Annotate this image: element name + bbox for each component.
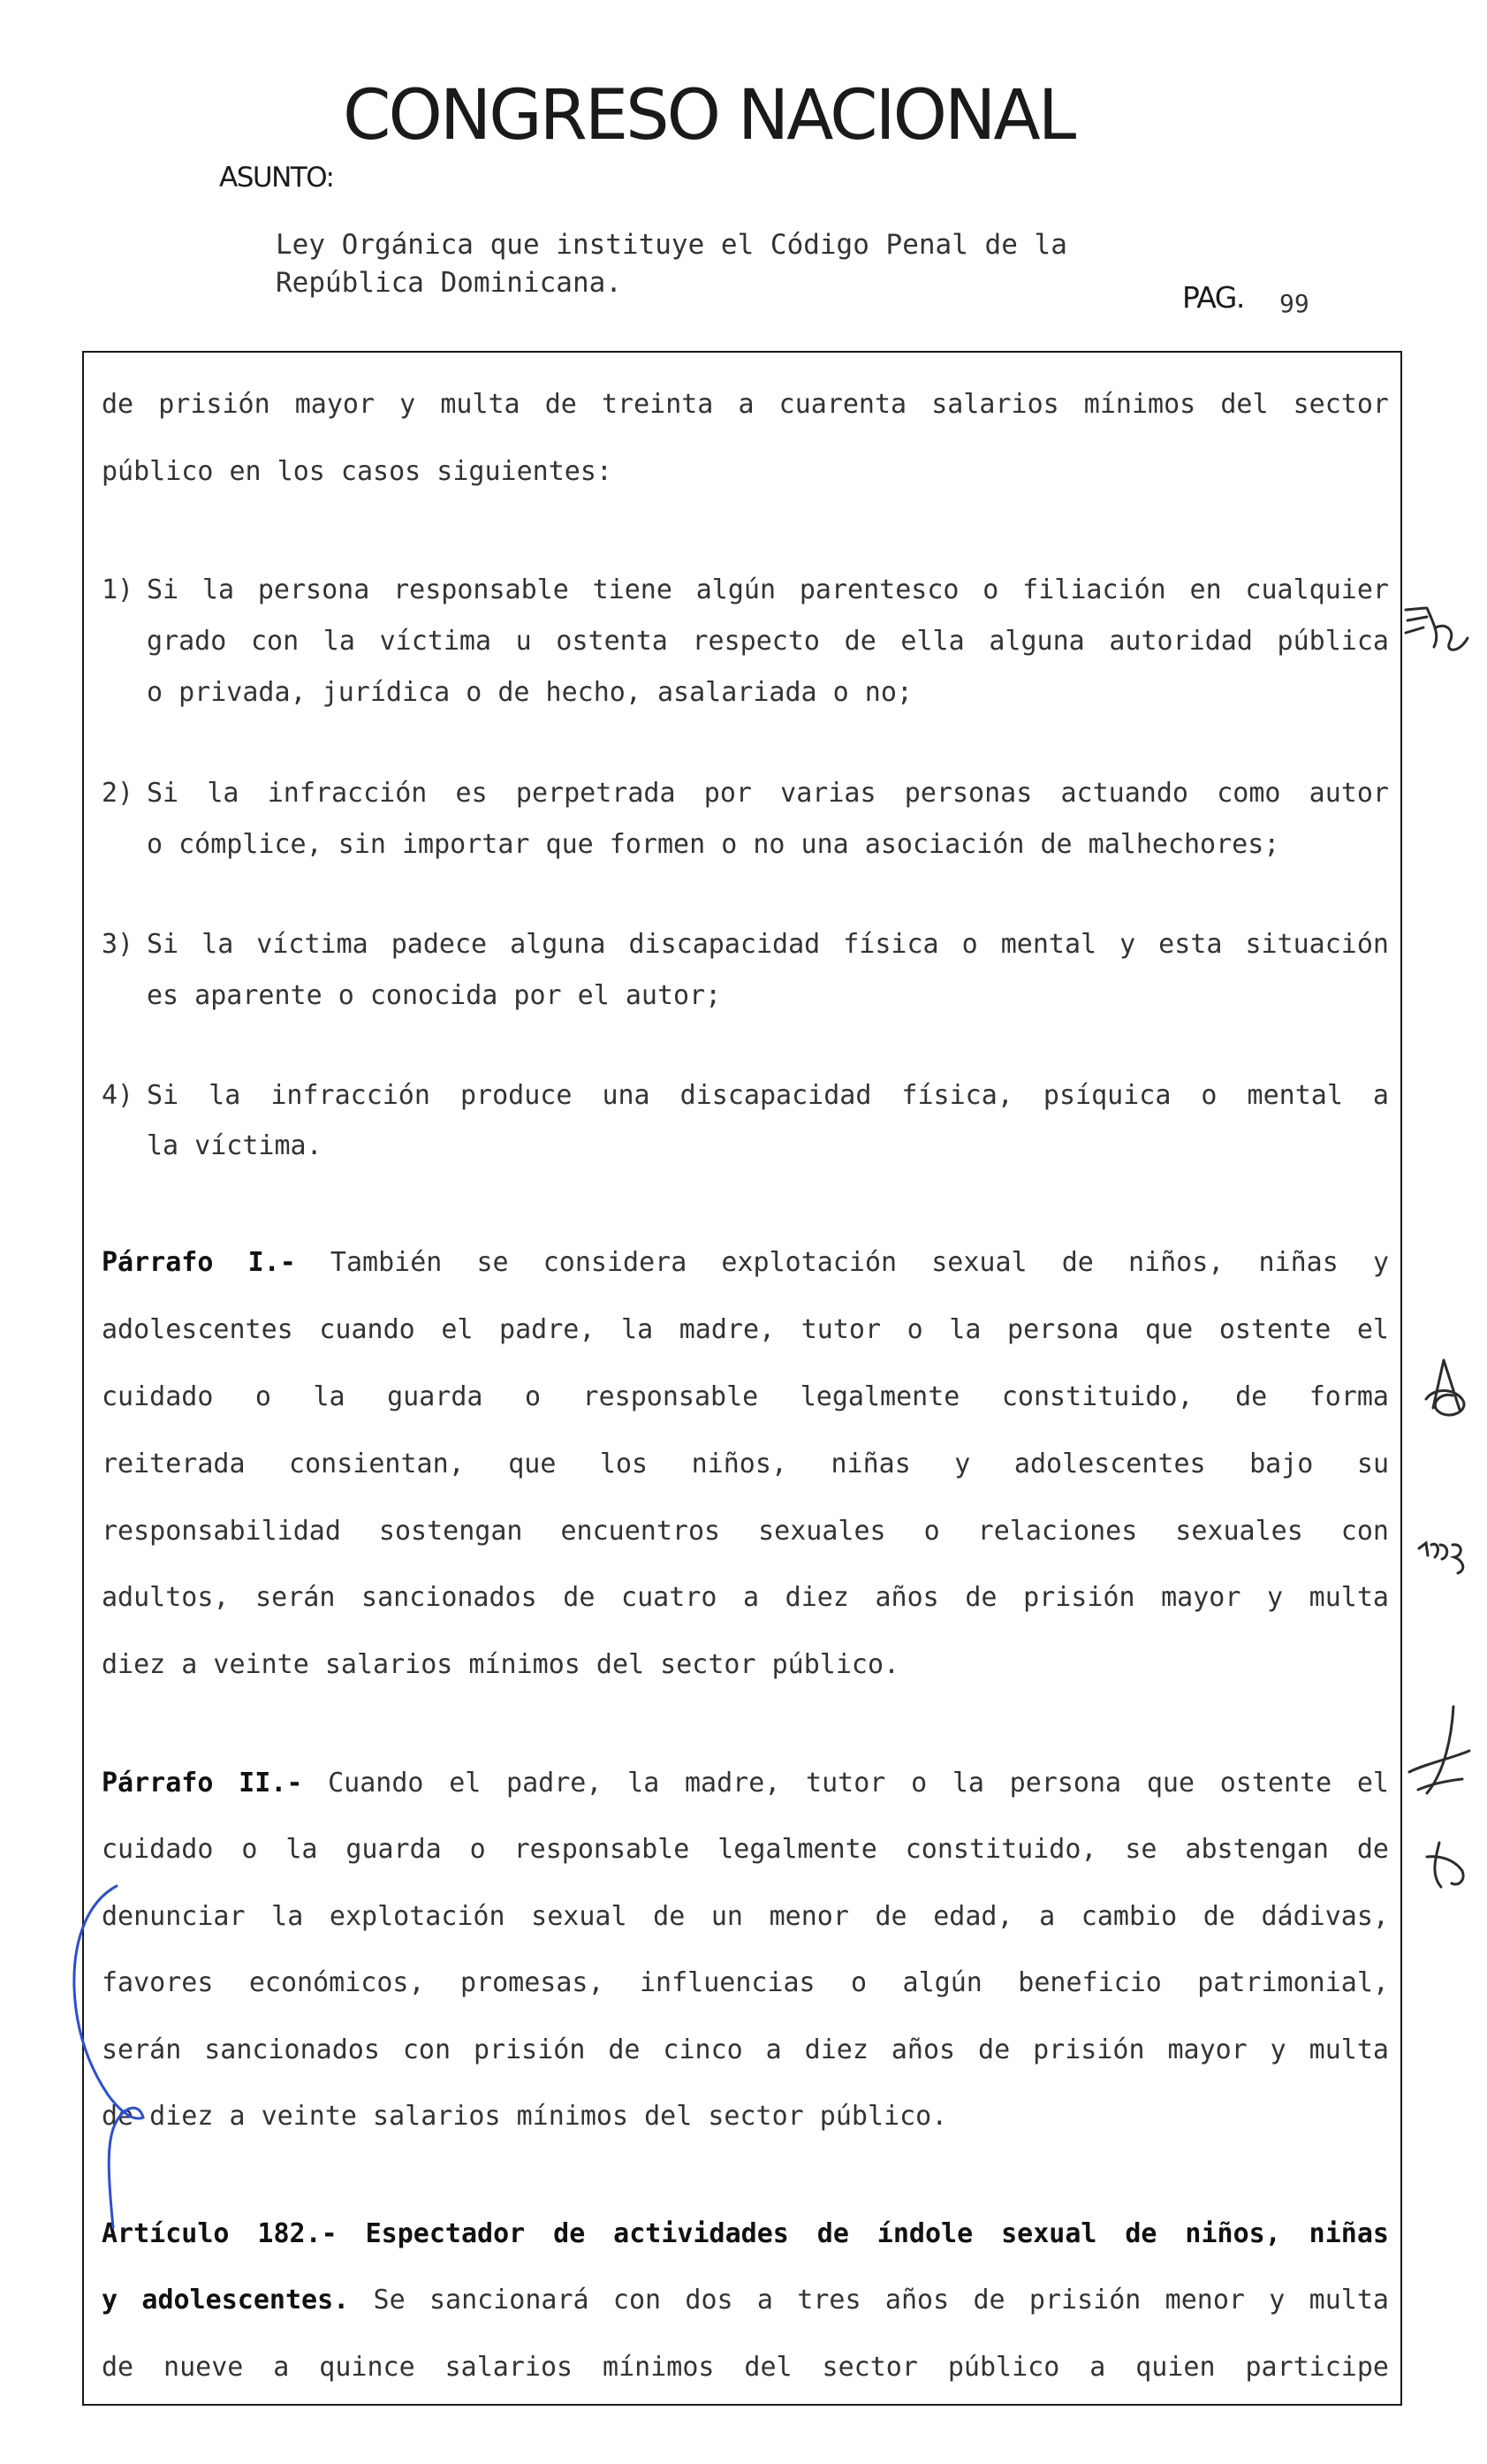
parrafo-2-first-text: Cuando el padre, la madre, tutor o la persona que ostente el [328, 1768, 1389, 1799]
parrafo-2-label: Párrafo II.- [102, 1768, 303, 1799]
item-1-line-2: grado con la víctima u ostenta respecto de ella alguna autoridad pública [147, 626, 1389, 657]
parrafo-1-line-2: adolescentes cuando el padre, la madre, tutor o la persona que ostente el [102, 1314, 1389, 1345]
item-4-line-1: Si la infracción produce una discapacidad física, psíquica o mental a [147, 1080, 1389, 1111]
page-label: PAG. [1182, 280, 1244, 315]
page-number: 99 [1279, 289, 1309, 318]
margin-initials-2 [1414, 1357, 1476, 1436]
parrafo-2-line-3: denunciar la explotación sexual de un menor de edad, a cambio de dádivas, [102, 1901, 1389, 1932]
item-4-number: 4) [102, 1080, 134, 1111]
item-1-line-3: o privada, jurídica o de hecho, asalariada o no; [147, 677, 913, 708]
item-2-line-2: o cómplice, sin importar que formen o no una asociación de malhechores; [147, 829, 1280, 860]
item-4-line-2: la víctima. [147, 1130, 322, 1161]
articulo-182-heading: Artículo 182.- Espectador de actividades de índole sexual de niños, niñas [102, 2218, 1389, 2249]
parrafo-2-line-5: serán sancionados con prisión de cinco a diez años de prisión mayor y multa [102, 2034, 1389, 2065]
articulo-182-line-3: de nueve a quince salarios mínimos del sector público a quien participe [102, 2352, 1389, 2383]
parrafo-2-line-2: cuidado o la guarda o responsable legalmente constituido, se abstengan de [102, 1834, 1389, 1865]
margin-signature-blue [55, 1882, 152, 2236]
parrafo-1-label: Párrafo I.- [102, 1247, 296, 1278]
parrafo-1-first-text: También se considera explotación sexual de niños, niñas y [330, 1247, 1390, 1278]
item-3-line-2: es aparente o conocida por el autor; [147, 980, 722, 1011]
item-2-line-1: Si la infracción es perpetrada por varias personas actuando como autor [147, 778, 1389, 809]
parrafo-2-first-line [102, 1768, 1389, 1799]
content-frame [82, 351, 1402, 2406]
parrafo-1-line-6: adultos, serán sancionados de cuatro a diez años de prisión mayor y multa [102, 1582, 1389, 1613]
margin-initials-4 [1400, 1701, 1480, 1913]
item-1-number: 1) [102, 574, 134, 605]
parrafo-1-line-7: diez a veinte salarios mínimos del sector público. [102, 1649, 900, 1680]
item-3-number: 3) [102, 929, 134, 960]
parrafo-2-line-6: de diez a veinte salarios mínimos del sector público. [102, 2101, 948, 2132]
asunto-label: ASUNTO: [219, 162, 334, 194]
congress-title: CONGRESO NACIONAL [343, 76, 1074, 156]
parrafo-1-line-3: cuidado o la guarda o responsable legalmente constituido, de forma [102, 1381, 1389, 1412]
articulo-182-heading-end: y adolescentes. [102, 2285, 350, 2316]
margin-initials-1 [1400, 601, 1471, 663]
item-3-line-1: Si la víctima padece alguna discapacidad física o mental y esta situación [147, 929, 1389, 960]
subject-text [276, 226, 1067, 302]
parrafo-1-line-4: reiterada consientan, que los niños, niñas y adolescentes bajo su [102, 1449, 1389, 1479]
item-2-number: 2) [102, 778, 134, 809]
articulo-182-text: Se sancionará con dos a tres años de prisión menor y multa [373, 2285, 1389, 2316]
item-1-line-1: Si la persona responsable tiene algún parentesco o filiación en cualquier [147, 574, 1389, 605]
subject-line-2: República Dominicana. [276, 267, 622, 299]
margin-initials-3 [1414, 1538, 1476, 1586]
subject-line-1: Ley Orgánica que instituye el Código Penal de la [276, 229, 1067, 261]
articulo-182-line-2 [102, 2285, 1389, 2316]
intro-line-1: de prisión mayor y multa de treinta a cuarenta salarios mínimos del sector [102, 389, 1389, 420]
parrafo-2-line-4: favores económicos, promesas, influencias o algún beneficio patrimonial, [102, 1967, 1389, 1998]
parrafo-1-line-5: responsabilidad sostengan encuentros sexuales o relaciones sexuales con [102, 1516, 1389, 1547]
intro-line-2: público en los casos siguientes: [102, 456, 612, 487]
parrafo-1-first-line [102, 1247, 1389, 1279]
